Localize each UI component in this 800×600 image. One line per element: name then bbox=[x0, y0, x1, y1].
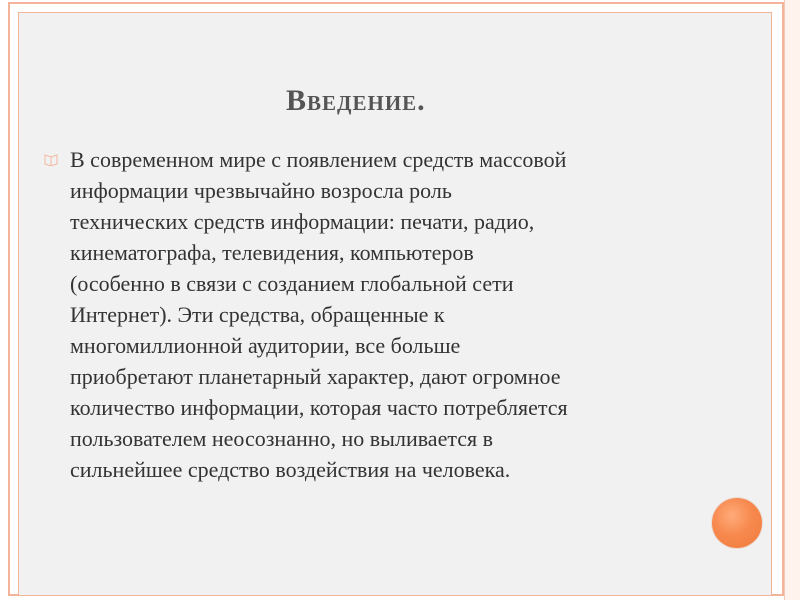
bullet-line: В современном мире с появлением средств массовой bbox=[70, 147, 567, 172]
bullet-line: кинематографа, телевидения, компьютеров bbox=[70, 240, 474, 265]
bullet-text bbox=[70, 144, 568, 485]
slide-content bbox=[44, 144, 704, 485]
open-book-icon bbox=[44, 152, 58, 166]
orange-circle-decoration bbox=[712, 498, 762, 548]
bullet-line: многомиллионной аудитории, все больше bbox=[70, 333, 461, 358]
bullet-line: сильнейшее средство воздействия на человека. bbox=[70, 457, 511, 482]
bullet-item bbox=[44, 144, 704, 485]
slide-title: Введение. bbox=[286, 84, 426, 117]
bullet-line: технических средств информации: печати, радио, bbox=[70, 209, 535, 234]
bullet-line: (особенно в связи с созданием глобальной сети bbox=[70, 271, 514, 296]
bullet-line: информации чрезвычайно возросла роль bbox=[70, 178, 452, 203]
bullet-line: Интернет). Эти средства, обращенные к bbox=[70, 302, 445, 327]
bullet-line: количество информации, которая часто потребляется bbox=[70, 395, 568, 420]
bullet-line: пользователем неосознанно, но выливается в bbox=[70, 426, 493, 451]
bullet-line: приобретают планетарный характер, дают огромное bbox=[70, 364, 561, 389]
right-edge-strip bbox=[784, 0, 800, 600]
